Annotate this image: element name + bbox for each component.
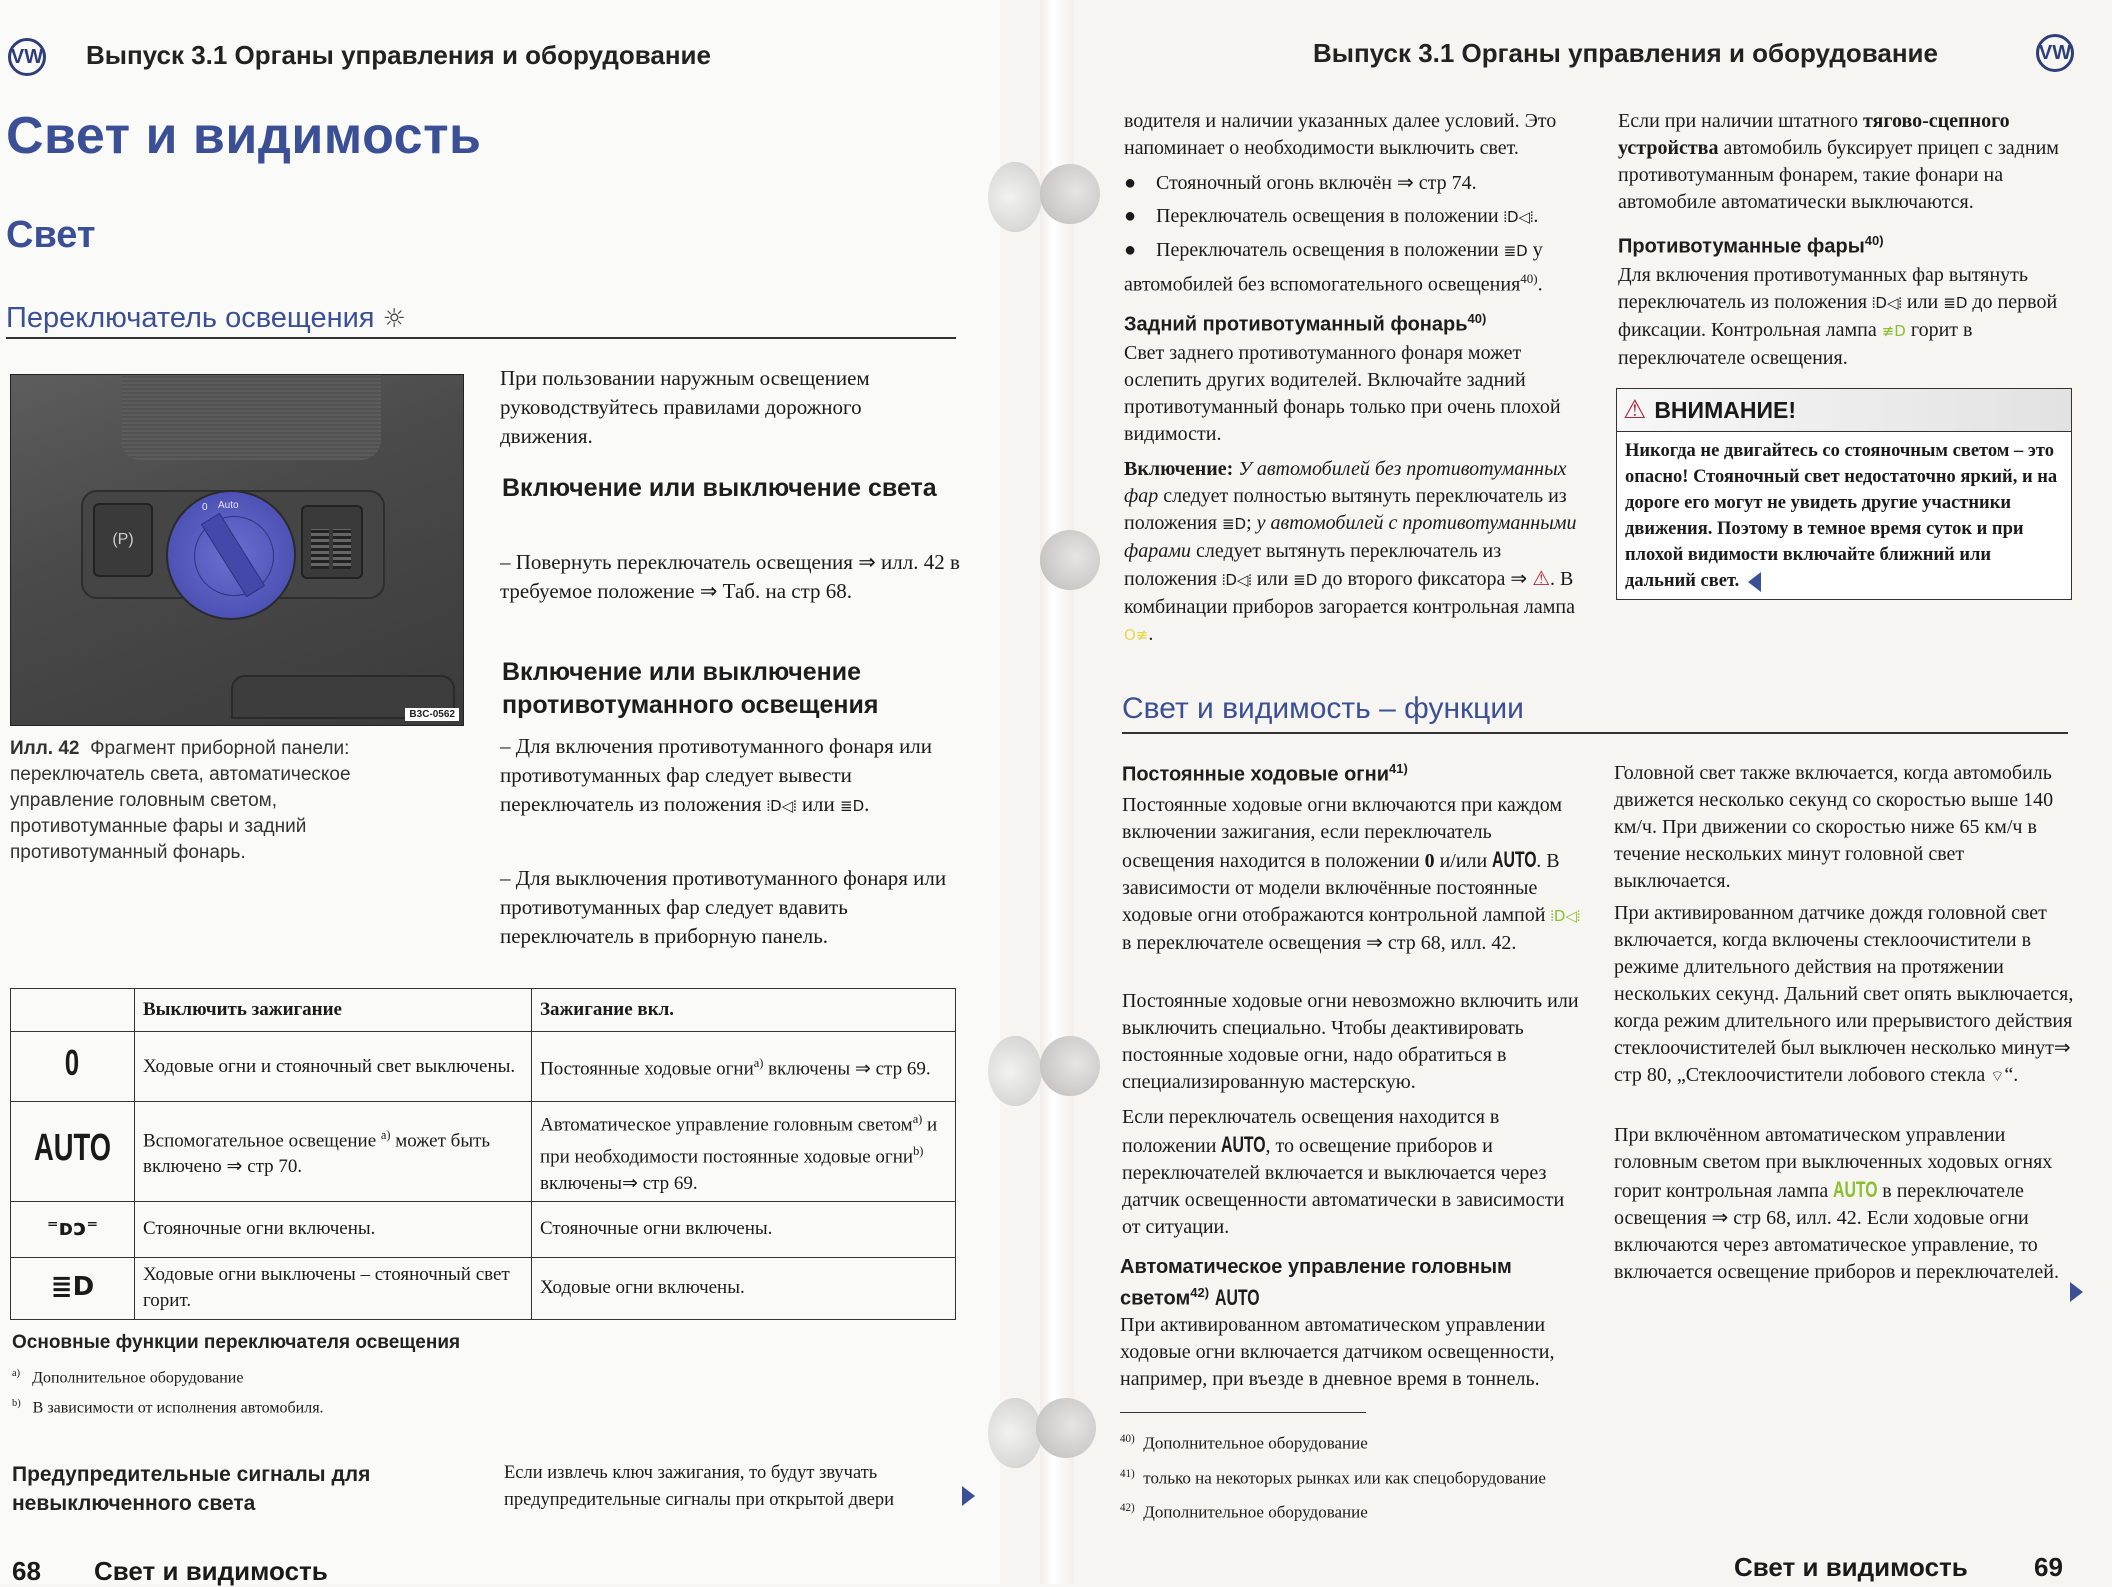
warning-box-header: ⚠ ВНИМАНИЕ! [1617, 389, 2071, 432]
binding-hole [1040, 530, 1100, 590]
warning-signals-heading: Предупредительные сигналы для невыключенного света [12, 1463, 371, 1515]
bullet-list [1124, 170, 1584, 299]
rear-fog-lamp-icon: O≢ [1124, 626, 1149, 644]
vw-logo-icon: VW [2036, 34, 2074, 72]
section-divider [1122, 732, 2068, 734]
drl-paragraph-3: Если переключатель освещения находится в положении AUTO, то освещение приборов и переключателей включается и выключается через датчик освещенности автоматически в зависимости от ситуации. [1122, 1106, 1565, 1238]
warning-box [1616, 388, 2072, 600]
auto-headlight-heading: Автоматическое управление головным светом$^{42)}$ AUTO [1120, 1256, 1512, 1310]
col2-paragraph-1: Головной свет также включается, когда автомобиль движется несколько секунд со скоростью выше 140 км/ч. При движении со скоростью ниже 65 км/ч в течение нескольких минут головной свет выключается. [1614, 762, 2054, 892]
low-beam-icon: ≣D [840, 797, 865, 815]
left-page [0, 0, 1000, 1584]
parking-brake-button-icon: (P) [93, 503, 153, 577]
low-beam-icon: ≣D [11, 1257, 135, 1319]
footer-title-right: Свет и видимость [1734, 1552, 1968, 1582]
wiper-icon: ⌔ [1990, 1067, 2005, 1085]
auto-headlight-text: При активированном автоматическом управлении ходовые огни включается датчиком освещенности, например, при въезде в дневное время в тоннель. [1120, 1314, 1555, 1390]
table-row [11, 1102, 956, 1202]
subsection-title: Переключатель освещения ☼ [6, 302, 406, 334]
table-cell: Постоянные ходовые огни$^{a)}$ включены ⇒ стр 69. [531, 1032, 955, 1102]
parking-lights-icon: ⦙D◁⦙ [1221, 571, 1252, 589]
drl-heading: Постоянные ходовые огни$^{41)}$ [1122, 761, 1408, 786]
footnote-40: $^{40)}$ Дополнительное оборудование [1120, 1433, 1368, 1453]
fog-lamp-indicator-icon: ≢D [1881, 322, 1906, 340]
table-symbol-0: 0 [11, 1032, 135, 1102]
low-beam-icon: ≣D [1293, 571, 1318, 589]
list-item: ● Переключатель освещения в положении ⦙D◁⦙. [1124, 205, 1539, 227]
low-beam-icon: ≣D [1943, 294, 1968, 312]
light-switch-table [10, 988, 956, 1320]
list-item: ● Стояночный огонь включён ⇒ стр 74. [1124, 172, 1477, 194]
vent-grille [121, 375, 381, 460]
table-cell: Автоматическое управление головным светом$^{a)}$ и при необходимости постоянные ходовые огни$^{b)}$ включены⇒ стр 69. [531, 1102, 955, 1202]
rear-fog-text: Свет заднего противотуманного фонаря может ослепить других водителей. Включайте задний противотуманный фонарь только при очень плохой видимости. [1124, 342, 1561, 445]
warning-signals-text: Если извлечь ключ зажигания, то будут звучать предупредительные сигналы при открытой двери [504, 1463, 895, 1510]
dimmer-wheels [301, 505, 363, 579]
drl-paragraph-2: Постоянные ходовые огни невозможно включить или выключить специально. Чтобы деактивировать постоянные ходовые огни, надо обратиться в специализированную мастерскую. [1122, 990, 1579, 1093]
vw-logo-icon: VW [8, 38, 46, 76]
continue-arrow-icon[interactable] [2070, 1282, 2083, 1307]
parking-lights-icon: ⁼ᴅᴐ⁼ [11, 1201, 135, 1257]
section-divider [6, 337, 956, 339]
light-switch-knob [166, 490, 296, 620]
binding-spine [1040, 0, 1074, 1584]
trailer-text: Если при наличии штатного тягово-сцепного устройства автомобиль буксирует прицеп с задним противотуманным фонарем, такие фонари на автомобиле автоматически выключаются. [1618, 110, 2059, 213]
table-symbol-auto: AUTO [11, 1102, 135, 1202]
footer-title-left: Свет и видимость [94, 1556, 328, 1586]
low-beam-icon: ≣D [1503, 242, 1528, 260]
parking-lights-icon: ⦙D◁⦙ [766, 797, 797, 815]
back-arrow-icon[interactable] [1748, 572, 1761, 592]
low-beam-icon: ≣D [1221, 515, 1247, 533]
intro-continued: водителя и наличии указанных далее условий. Это напоминает о необходимости выключить свет. [1124, 110, 1557, 159]
footnote-42: $^{42)}$ Дополнительное оборудование [1120, 1502, 1368, 1522]
table-header-row [11, 989, 956, 1032]
table-row [11, 1201, 956, 1257]
table-header-ignition-off: Выключить зажигание [134, 989, 531, 1032]
footnotes-right [1120, 1424, 1546, 1528]
table-cell: Ходовые огни включены. [531, 1257, 955, 1319]
parking-lights-icon: ⦙D◁⦙ [1503, 208, 1534, 226]
table-header-symbol [11, 989, 135, 1032]
knob-label-0: 0 [202, 502, 208, 513]
binding-hole [1040, 164, 1100, 224]
continue-arrow-icon[interactable] [962, 1486, 975, 1511]
footnote-divider [1120, 1412, 1366, 1413]
rear-fog-heading: Задний противотуманный фонарь$^{40)}$ [1124, 311, 1487, 336]
running-header-right: Выпуск 3.1 Органы управления и оборудование [1313, 38, 1938, 68]
binding-hole [988, 162, 1042, 232]
running-header-left: Выпуск 3.1 Органы управления и оборудование [86, 40, 711, 70]
intro-text: При пользовании наружным освещением руководствуйтесь правилами дорожного движения. [500, 366, 870, 448]
table-caption: Основные функции переключателя освещения [12, 1332, 461, 1353]
table-cell: Вспомогательное освещение $^{a)}$ может быть включено ⇒ стр 70. [134, 1102, 531, 1202]
binding-hole [1036, 1398, 1096, 1458]
heading-fog-on-off: Включение или выключение противотуманного освещения [502, 658, 879, 719]
footnote-a: $^{a)}$ Дополнительное оборудование [12, 1368, 244, 1387]
footnote-41: $^{41)}$ только на некоторых рынках или как спецоборудование [1120, 1467, 1546, 1488]
table-cell: Стояночные огни включены. [531, 1201, 955, 1257]
page-number-left: 68 [12, 1556, 41, 1586]
functions-heading: Свет и видимость – функции [1122, 692, 1524, 725]
drl-paragraph-1: Постоянные ходовые огни включаются при каждом включении зажигания, если переключатель освещения находится в положении 0 и/или AUTO. В зависимости от модели включённые постоянные ходовые огни отображаются контрольной лампой ⦙D◁⦙ в переключателе освещения ⇒ стр 68, илл. 42. [1122, 794, 1581, 954]
table-cell: Ходовые огни выключены – стояночный свет горит. [134, 1257, 531, 1319]
page-number-right: 69 [2034, 1552, 2063, 1582]
table-header-ignition-on: Зажигание вкл. [531, 989, 955, 1032]
fog-lights-text: Для включения противотуманных фар вытянуть переключатель из положения ⦙D◁⦙ или ≣D до первой фиксации. Контрольная лампа ≢D горит в переключателе освещения. [1618, 264, 2058, 369]
figure-dashboard-photo [10, 374, 464, 726]
paragraph-fog-on: – Для включения противотуманного фонаря или противотуманных фар следует вывести переключатель из положения ⦙D◁⦙ или ≣D. [500, 734, 933, 816]
table-cell: Ходовые огни и стояночный свет выключены. [134, 1032, 531, 1102]
binding-hole [988, 1036, 1042, 1106]
light-bulb-icon: ☼ [382, 304, 406, 334]
list-item: ● Переключатель освещения в положении ≣D у автомобилей без вспомогательного освещения$^{40)}$. [1124, 239, 1543, 296]
figure-caption: Илл. 42 Фрагмент приборной панели: переключатель света, автоматическое управление головным светом, противотуманные фары и задний противотуманный фонарь. [10, 738, 351, 863]
warning-box-text: Никогда не двигайтесь со стояночным светом – это опасно! Стояночный свет недостаточно яркий, и на дороге его могут не увидеть другие участники движения. Поэтому в темное время суток и при плохой видимости включайте ближний или дальний свет. [1625, 441, 2058, 591]
fog-lights-heading: Противотуманные фары$^{40)}$ [1618, 233, 1884, 258]
figure-code: B3C-0562 [405, 708, 459, 721]
table-row [11, 1257, 956, 1319]
col2-paragraph-2: При активированном датчике дождя головной свет включается, когда включены стеклоочистители в режиме длительного действия на протяжении нескольких секунд. Дальний свет опять выключается, когда режим длительного или прерывистого действия стеклоочистителей был выключен несколько минут⇒ стр 80, „Стеклоочистители лобового стекла ⌔“. [1614, 902, 2074, 1086]
binding-hole [988, 1398, 1042, 1468]
chapter-title: Свет и видимость [6, 107, 482, 165]
warning-triangle-icon[interactable]: ⚠ [1532, 566, 1551, 590]
parking-lights-icon: ⦙D◁⦙ [1872, 294, 1902, 312]
warning-triangle-icon: ⚠ [1623, 395, 1647, 425]
paragraph-light: – Повернуть переключатель освещения ⇒ илл. 42 в требуемое положение ⇒ Таб. на стр 68. [500, 550, 960, 603]
heading-light-on-off: Включение или выключение света [502, 474, 937, 502]
binding-hole [1040, 1036, 1100, 1096]
table-cell: Стояночные огни включены. [134, 1201, 531, 1257]
knob-label-auto: Auto [218, 500, 239, 511]
drl-indicator-icon: ⦙D◁⦙ [1550, 907, 1581, 925]
paragraph-fog-off: – Для выключения противотуманного фонаря или противотуманных фар следует вдавить переключатель в приборную панель. [500, 866, 947, 948]
table-row [11, 1032, 956, 1102]
rear-fog-on-text: Включение: У автомобилей без противотуманных фар следует полностью вытянуть переключатель из положения ≣D; у автомобилей с противотуманными фарами следует вытянуть переключатель из положения ⦙D◁⦙ или ≣D до второго фиксатора ⇒ ⚠. В комбинации приборов загорается контрольная лампа O≢. [1124, 458, 1577, 645]
footnote-b: $^{b)}$ В зависимости от исполнения автомобиля. [12, 1398, 324, 1417]
col2-paragraph-3: При включённом автоматическом управлении головным светом при выключенных ходовых огнях горит контрольная лампа AUTO в переключателе освещения ⇒ стр 68, илл. 42. Если ходовые огни включаются через автоматическое управление, то включается освещение приборов и переключателей. [1614, 1124, 2059, 1283]
section-title: Свет [6, 214, 96, 256]
